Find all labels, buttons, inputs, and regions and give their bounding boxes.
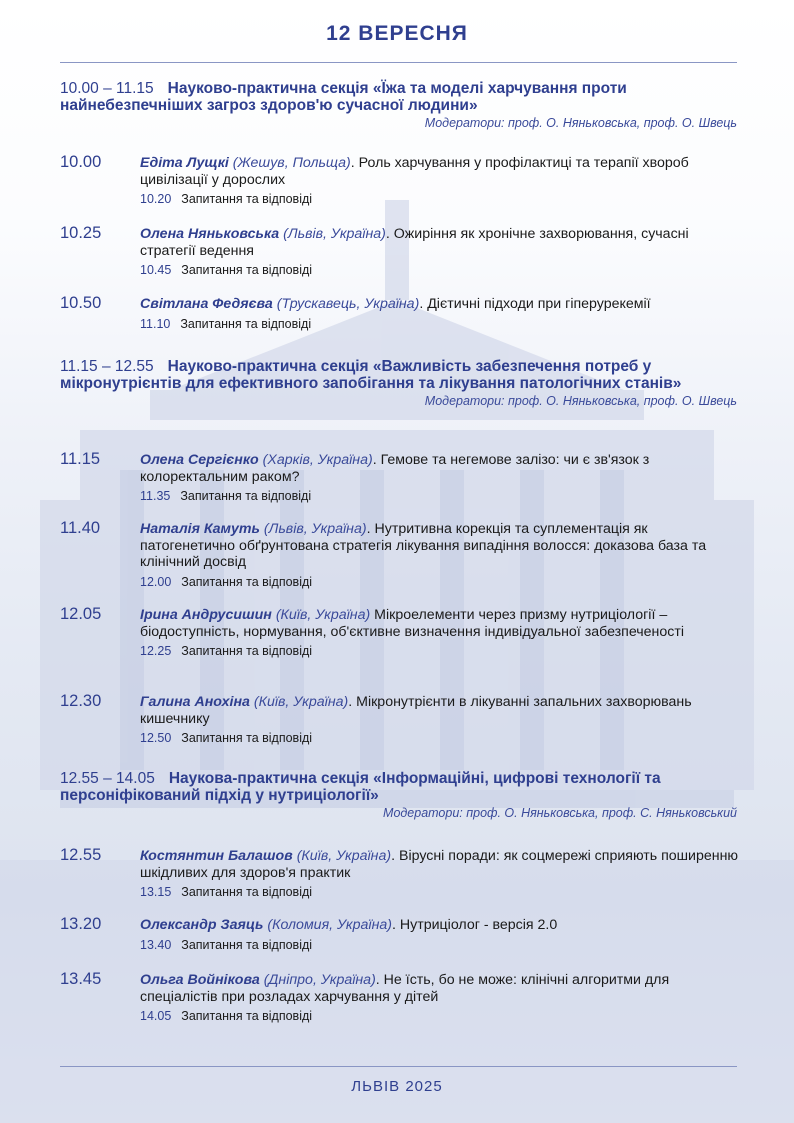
qa-row [140,643,740,660]
page-title: 12 ВЕРЕСНЯ [326,22,468,45]
talk-topic: . Гемове та негемове залізо: чи є зв'язок з колоректальним раком? [140,452,650,485]
qa-row [140,730,740,747]
section-time: 12.55 – 14.05 [60,770,155,787]
section-time: 10.00 – 11.15 [60,80,154,97]
qa-label: Запитання та відповіді [181,937,313,952]
talk-topic: . Мікронутрієнти в лікуванні запальних захворювань кишечнику [140,694,692,727]
section-moderators: Модератори: проф. О. Няньковська, проф. О. Швець [424,116,737,130]
qa-row [140,488,740,505]
talk-body [140,917,740,953]
section-title: Науково-практична секція «Важливість забезпечення потреб у мікронутрієнтів для ефективного запобігання та лікування патологічних станів» [60,358,682,392]
speaker-place: (Київ, Україна) [275,607,371,623]
speaker-name: Едіта Лущкі [140,155,229,171]
talk-topic: . Не їсть, бо не може: клінічні алгоритми для спеціалістів при розладах харчування у дітей [140,972,670,1005]
speaker-name: Ірина Андрусишин [140,607,272,623]
top-divider [60,62,737,63]
section-heading [60,80,737,114]
section-moderators: Модератори: проф. О. Няньковська, проф. О. Швець [424,394,737,408]
section-1 [60,80,737,130]
speaker-name: Світлана Федяєва [140,296,273,312]
qa-row [140,937,740,954]
talk-time: 12.30 [60,692,102,710]
qa-row [140,191,740,208]
talk-body [140,521,740,590]
talk-time: 13.20 [60,915,102,933]
section-heading [60,770,737,804]
speaker-name: Олена Сергієнко [140,452,259,468]
qa-label: Запитання та відповіді [181,192,313,206]
speaker-place: (Трускавець, Україна) [276,296,420,312]
qa-row [140,884,740,901]
talk-time: 10.25 [60,224,102,242]
bottom-divider [60,1066,737,1067]
qa-time: 13.15 [140,885,172,899]
speaker-place: (Дніпро, Україна) [263,972,376,988]
qa-time: 12.00 [140,574,172,589]
qa-row [140,262,740,279]
speaker-name: Костянтин Балашов [140,848,293,864]
qa-label: Запитання та відповіді [181,1009,313,1023]
qa-time: 10.45 [140,263,172,277]
talk-time: 13.45 [60,970,102,988]
qa-label: Запитання та відповіді [181,731,313,745]
section-title: Наукова-практична секція «Інформаційні, цифрові технології та персоніфікований підхід у нутриціології» [60,770,661,804]
speaker-place: (Львів, Україна) [283,226,386,242]
qa-time: 13.40 [140,937,172,952]
section-2 [60,358,737,408]
talk-body [140,226,740,279]
qa-label: Запитання та відповіді [181,644,313,658]
speaker-name: Олександр Заяць [140,917,264,933]
talk-body [140,694,740,747]
qa-label: Запитання та відповіді [181,574,313,589]
talk-time: 12.05 [60,605,102,623]
qa-row [140,574,740,591]
footer-city-year: ЛЬВІВ 2025 [351,1078,443,1095]
talk-topic: Мікроелементи через призму нутриціології – біодоступність, нормування, об'єктивне визначення індивідуальної забезпеченості [140,607,685,640]
talk-topic: . Вірусні поради: як соцмережі сприяють поширенню шкідливих для здоров'я практик [140,848,739,881]
section-title: Науково-практична секція «Їжа та моделі харчування проти найнебезпечніших загроз здоров'ю сучасної людини» [60,80,627,114]
talk-body [140,452,740,505]
speaker-place: (Львів, Україна) [263,521,367,537]
speaker-name: Ольга Войнікова [140,972,260,988]
speaker-place: (Харків, Україна) [262,452,373,468]
talk-body [140,848,740,901]
speaker-place: (Жешув, Польща) [232,155,351,171]
talk-topic: . Нутритивна корекція та суплементація як патогенетично обґрунтована стратегія лікування випадіння волосся: доказова база та клінічний досвід [140,521,707,570]
speaker-place: (Коломия, Україна) [267,917,392,933]
section-moderators: Модератори: проф. О. Няньковська, проф. С. Няньковський [383,806,737,820]
talk-topic: . Дієтичні підходи при гіперурекемії [419,296,651,312]
talk-body [140,155,740,208]
qa-time: 12.25 [140,644,172,658]
speaker-name: Олена Няньковська [140,226,280,242]
talk-topic: . Ожиріння як хронічне захворювання, сучасні стратегії ведення [140,226,689,259]
speaker-name: Галина Анохіна [140,694,250,710]
qa-label: Запитання та відповіді [181,885,313,899]
qa-label: Запитання та відповіді [180,489,312,503]
qa-time: 14.05 [140,1009,172,1023]
section-heading [60,358,737,392]
qa-row [140,316,740,333]
talk-topic: . Роль харчування у профілактиці та терапії хвороб цивілізації у дорослих [140,155,689,188]
talk-time: 10.50 [60,294,102,312]
speaker-place: (Київ, Україна) [253,694,349,710]
talk-body [140,296,740,332]
qa-time: 11.35 [140,489,171,503]
speaker-place: (Київ, Україна) [296,848,392,864]
qa-label: Запитання та відповіді [181,263,313,277]
talk-time: 12.55 [60,846,102,864]
talk-body [140,607,740,660]
talk-time: 10.00 [60,153,102,171]
talk-time: 11.40 [60,519,101,537]
qa-time: 10.20 [140,192,172,206]
talk-body [140,972,740,1025]
qa-row [140,1008,740,1025]
qa-time: 11.10 [140,316,171,331]
qa-time: 12.50 [140,731,172,745]
section-time: 11.15 – 12.55 [60,358,154,375]
speaker-name: Наталія Камуть [140,521,260,537]
talk-topic: . Нутриціолог - версія 2.0 [392,917,558,933]
qa-label: Запитання та відповіді [180,316,312,331]
talk-time: 11.15 [60,450,101,468]
section-3 [60,770,737,820]
